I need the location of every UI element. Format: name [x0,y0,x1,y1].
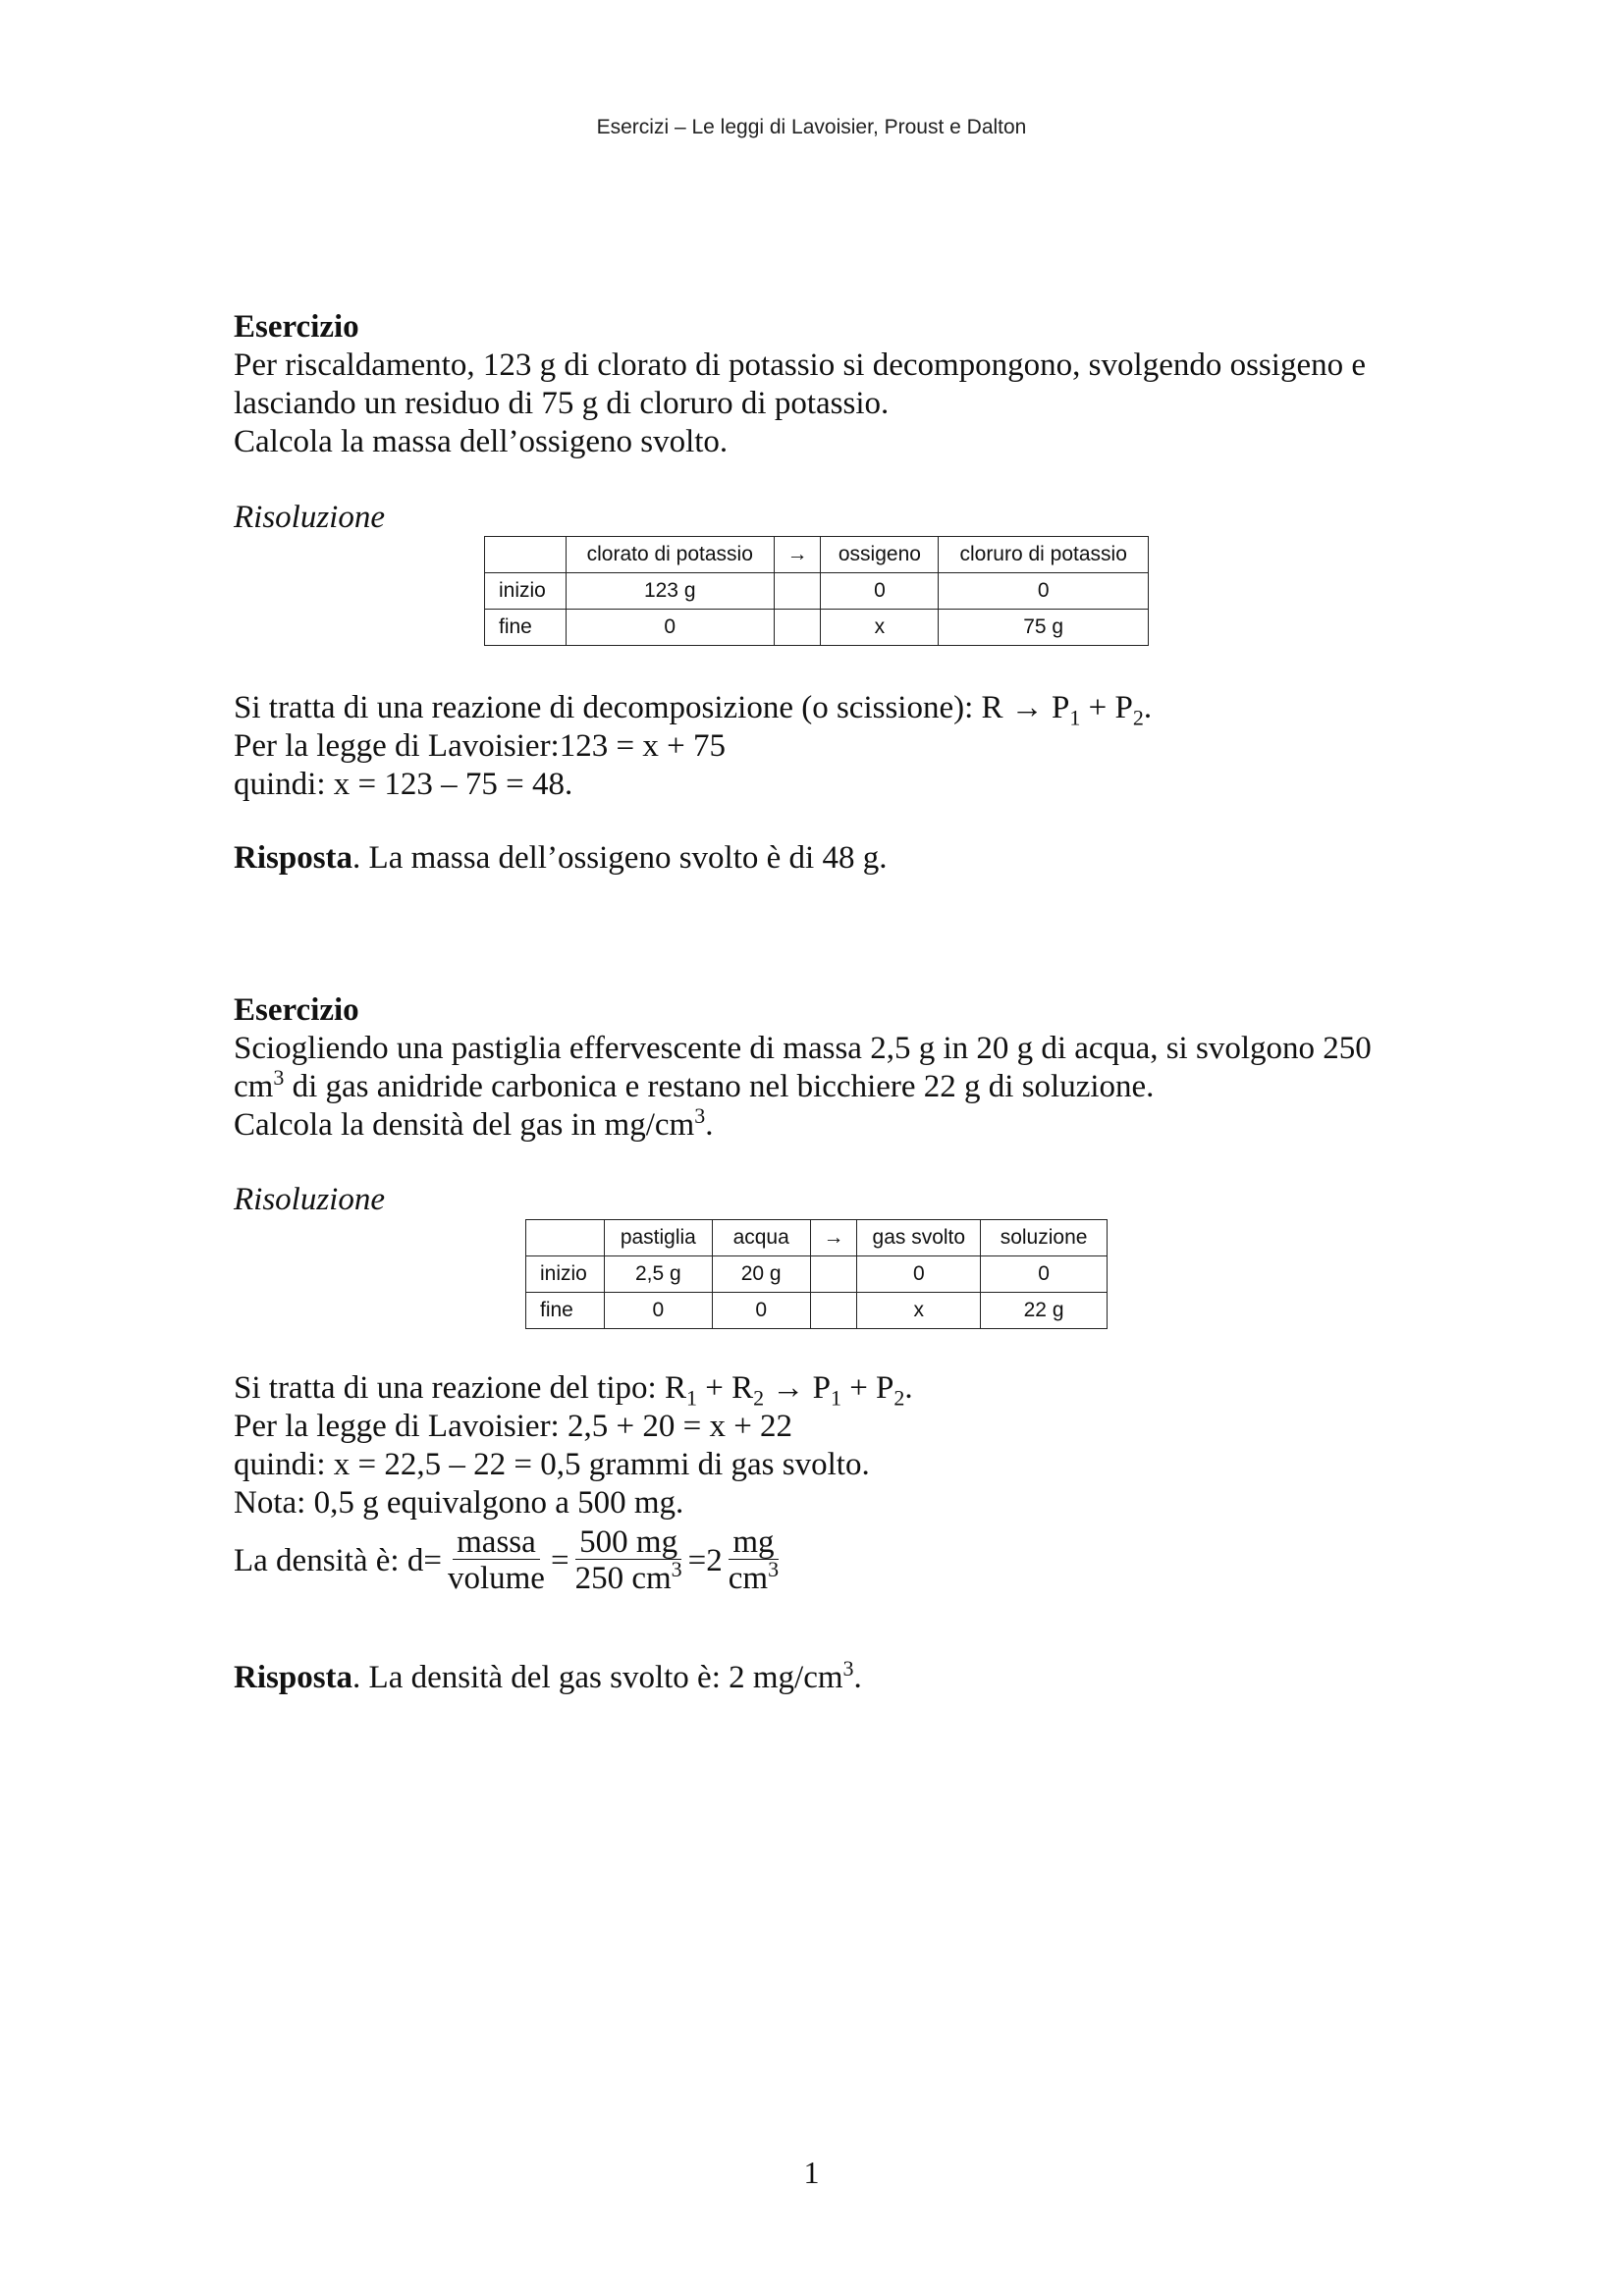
table-cell: cloruro di potassio [939,537,1149,573]
page-number: 1 [803,2155,820,2190]
table-row [526,1256,1108,1293]
table-cell: 0 [821,573,939,610]
solution-step-4: Nota: 0,5 g equivalgono a 500 mg. [234,1485,684,1521]
subscript: 2 [893,1385,905,1411]
table-cell: gas svolto [857,1220,981,1256]
table-cell: 0 [857,1256,981,1293]
step-text: → P [764,1370,831,1406]
row-label: fine [526,1293,605,1329]
table-cell [774,573,821,610]
superscript: 3 [768,1557,780,1581]
subscript: 1 [1069,705,1081,730]
table-header-row [526,1220,1108,1256]
text: 250 cm [574,1561,672,1596]
step-text: Si tratta di una reazione del tipo: R [234,1370,686,1406]
exercise-1-reaction-table [484,536,1149,646]
table-cell: 0 [566,610,774,646]
table-cell [810,1256,857,1293]
table-cell: ossigeno [821,537,939,573]
exercise-2-answer [234,1656,1412,1697]
answer-label: Risposta [234,1660,353,1695]
exercise-2-text-line-3 [234,1103,1412,1145]
exercise-1-solution-label: Risoluzione [234,500,385,535]
exercise-1-title: Esercizio [234,309,359,345]
row-label: fine [485,610,567,646]
subscript: 1 [830,1385,841,1411]
arrow-cell: → [810,1220,857,1256]
fraction-numerator: 500 mg [575,1525,681,1560]
solution-step-2: Per la legge di Lavoisier: 2,5 + 20 = x + 22 [234,1409,793,1444]
equals-sign: = [550,1543,569,1578]
solution-step-1 [234,1369,1412,1411]
exercise-2-solution-steps [234,1369,1412,1522]
step-text: + P [840,1370,894,1406]
table-row [526,1293,1108,1329]
table-cell: acqua [712,1220,810,1256]
fraction-numerator: massa [453,1525,540,1560]
equals-result: =2 [687,1543,723,1578]
superscript: 3 [842,1656,854,1681]
superscript: 3 [671,1557,682,1581]
solution-step-1 [234,689,1412,730]
table-cell: clorato di potassio [566,537,774,573]
solution-step-3: quindi: x = 123 – 75 = 48. [234,767,573,802]
superscript: 3 [694,1103,706,1128]
table-header-row [485,537,1149,573]
table-cell: 0 [712,1293,810,1329]
table-row [485,573,1149,610]
step-text: . [904,1370,913,1406]
exercise-2-title: Esercizio [234,992,359,1028]
fraction-units [725,1525,783,1597]
step-text: + P [1080,690,1133,725]
row-label: inizio [526,1256,605,1293]
table-row [485,610,1149,646]
fraction-denominator [725,1557,783,1597]
text: Calcola la densità del gas in mg/cm [234,1107,695,1143]
text: di gas anidride carbonica e restano nel bicchiere 22 g di soluzione. [284,1069,1155,1104]
text: . [705,1107,714,1143]
exercise-1-answer [234,839,1412,878]
page-header: Esercizi – Le leggi di Lavoisier, Proust e Dalton [596,116,1027,138]
fraction-numerator: mg [729,1525,778,1560]
answer-text: . La densità del gas svolto è: 2 mg/cm [352,1660,843,1695]
solution-step-2: Per la legge di Lavoisier:123 = x + 75 [234,728,726,764]
exercise-2 [234,991,1412,1145]
text: cm [728,1561,769,1596]
subscript: 1 [685,1385,697,1411]
exercise-2-text-line-2 [234,1065,1412,1106]
exercise-1 [234,308,1412,461]
exercise-2-text-line-1: Sciogliendo una pastiglia effervescente di massa 2,5 g in 20 g di acqua, si svolgono 250 [234,1031,1372,1066]
fraction-values [571,1525,686,1597]
subscript: 2 [1132,705,1144,730]
step-text: . [1143,690,1153,725]
table-cell: 0 [604,1293,712,1329]
table-cell: 123 g [566,573,774,610]
density-equation [234,1525,784,1597]
table-cell: x [857,1293,981,1329]
exercise-1-text-line-2: lasciando un residuo di 75 g di cloruro di potassio. [234,386,890,421]
fraction-mass-volume [444,1525,549,1597]
table-cell: pastiglia [604,1220,712,1256]
table-cell [774,610,821,646]
fraction-denominator [571,1557,686,1597]
table-cell: soluzione [981,1220,1108,1256]
table-cell: 75 g [939,610,1149,646]
answer-text: . La massa dell’ossigeno svolto è di 48 g. [352,840,888,876]
superscript: 3 [273,1065,285,1090]
exercise-2-solution-label: Risoluzione [234,1182,385,1217]
table-cell: x [821,610,939,646]
table-cell: 0 [939,573,1149,610]
table-cell: 20 g [712,1256,810,1293]
fraction-denominator: volume [447,1561,545,1596]
table-cell [526,1220,605,1256]
step-text: + R [696,1370,754,1406]
exercise-2-reaction-table [525,1219,1108,1329]
density-formula [234,1525,1412,1597]
exercise-1-text-line-1: Per riscaldamento, 123 g di clorato di potassio si decompongono, svolgendo ossigeno e [234,347,1366,383]
row-label: inizio [485,573,567,610]
exercise-1-solution-steps [234,689,1412,804]
exercise-1-text-line-3: Calcola la massa dell’ossigeno svolto. [234,424,729,459]
answer-text: . [853,1660,862,1695]
solution-step-3: quindi: x = 22,5 – 22 = 0,5 grammi di gas svolto. [234,1447,870,1482]
text: cm [234,1069,274,1104]
table-cell [810,1293,857,1329]
table-cell: 0 [981,1256,1108,1293]
step-text: Si tratta di una reazione di decomposizione (o scissione): R → P [234,690,1070,725]
table-cell: 2,5 g [604,1256,712,1293]
equals-sign: = [423,1543,442,1578]
arrow-cell: → [774,537,821,573]
answer-label: Risposta [234,840,353,876]
table-cell [485,537,567,573]
table-cell: 22 g [981,1293,1108,1329]
subscript: 2 [753,1385,765,1411]
density-label: La densità è: d [234,1543,424,1578]
